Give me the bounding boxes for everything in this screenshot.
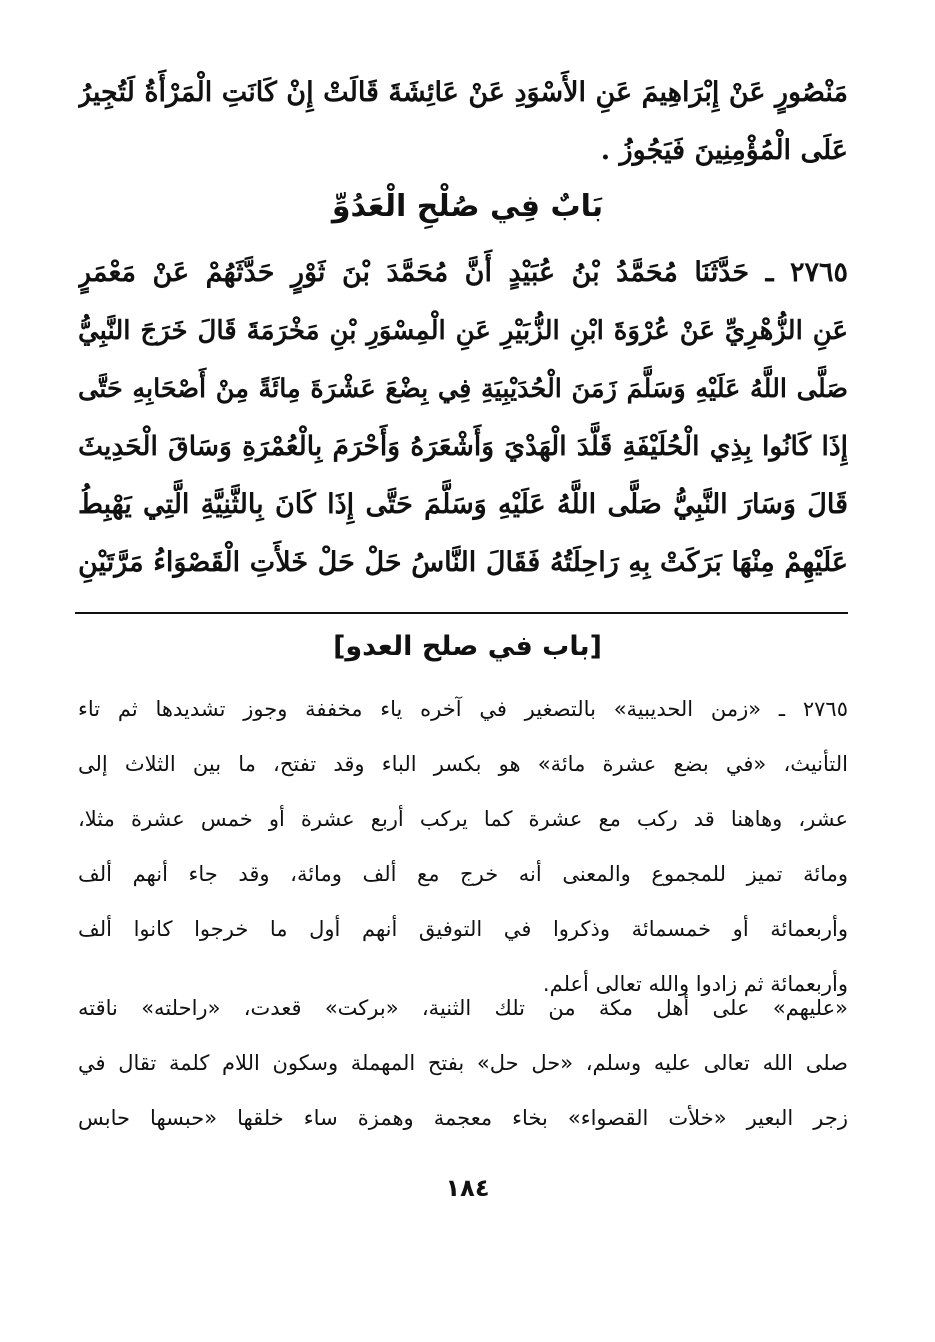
text-line: عَلَى الْمُؤْمِنِينَ فَيَجُوزُ . <box>600 135 848 166</box>
commentary-chapter-title: [باب في صلح العدو] <box>333 631 602 662</box>
commentary-line: وأربعمائة ثم زادوا والله تعالى أعلم. <box>542 972 848 996</box>
commentary-line: عشر، وهاهنا قد ركب مع عشرة كما يركب أربع عشرة أو خمس عشرة مثلا، <box>78 807 848 831</box>
page-number: ١٨٤ <box>445 1174 490 1202</box>
commentary-paragraph <box>78 981 848 1146</box>
commentary-line: التأنيث، «في بضع عشرة مائة» هو بكسر الباء وقد تفتح، ما بين الثلاث إلى <box>78 752 848 776</box>
text-line: ٢٧٦٥ ـ حَدَّثَنَا مُحَمَّدُ بْنُ عُبَيْدٍ أَنَّ مُحَمَّدَ بْنَ ثَوْرٍ حَدَّثَهُمْ عَنْ مَعْمَرٍ <box>78 257 848 288</box>
text-line: قَالَ وَسَارَ النَّبِيُّ صَلَّى اللَّهُ عَلَيْهِ وَسَلَّمَ حَتَّى إِذَا كَانَ بِالثَّنِيَّةِ الَّتِي يَهْبِطُ <box>78 489 848 520</box>
text-line: عَلَيْهِمْ مِنْهَا بَرَكَتْ بِهِ رَاحِلَتُهُ فَقَالَ النَّاسُ حَلْ حَلْ خَلأَتِ الْقَصْوَاءُ مَرَّتَيْنِ <box>78 547 848 578</box>
footnote-divider <box>75 612 848 614</box>
commentary-line: وأربعمائة أو خمسمائة وذكروا في التوفيق أنهم أول ما خرجوا كانوا ألف <box>78 917 848 941</box>
text-line: عَنِ الزُّهْرِيِّ عَنْ عُرْوَةَ ابْنِ الزُّبَيْرِ عَنِ الْمِسْوَرِ بْنِ مَخْرَمَةَ قَالَ خَرَجَ النَّبِيُّ <box>78 316 848 346</box>
commentary-paragraph <box>78 682 848 1012</box>
commentary-line: زجر البعير «خلأت القصواء» بخاء معجمة وهمزة ساء خلقها «حبسها حابس <box>78 1106 848 1130</box>
commentary-line: ٢٧٦٥ ـ «زمن الحديبية» بالتصغير في آخره ياء مخففة وجوز تشديدها ثم تاء <box>78 697 848 721</box>
text-line: مَنْصُورٍ عَنْ إِبْرَاهِيمَ عَنِ الأَسْوَدِ عَنْ عَائِشَةَ قَالَتْ إِنْ كَانَتِ الْمَرْأَةُ لَتُجِيرُ <box>78 77 848 108</box>
text-line: صَلَّى اللَّهُ عَلَيْهِ وَسَلَّمَ زَمَنَ الْحُدَيْبِيَةِ فِي بِضْعَ عَشْرَةَ مِائَةً مِنْ أَصْحَابِهِ حَتَّى <box>78 374 848 404</box>
hadith-continuation <box>78 64 848 180</box>
chapter-title: بَابٌ فِي صُلْحِ الْعَدُوِّ <box>331 189 604 224</box>
commentary-line: صلى الله تعالى عليه وسلم، «حل حل» بفتح المهملة وسكون اللام كلمة تقال في <box>78 1051 848 1075</box>
text-line: إِذَا كَانُوا بِذِي الْحُلَيْفَةِ قَلَّدَ الْهَدْيَ وَأَشْعَرَهُ وَأَحْرَمَ بِالْعُمْرَةِ وَسَاقَ الْحَدِيثَ <box>78 431 848 462</box>
hadith-text <box>78 244 848 592</box>
commentary-line: ومائة تميز للمجموع والمعنى أنه خرج مع ألف ومائة، وقد جاء أنهم ألف <box>78 862 848 886</box>
commentary-line: «عليهم» على أهل مكة من تلك الثنية، «بركت» قعدت، «راحلته» ناقته <box>78 996 848 1020</box>
